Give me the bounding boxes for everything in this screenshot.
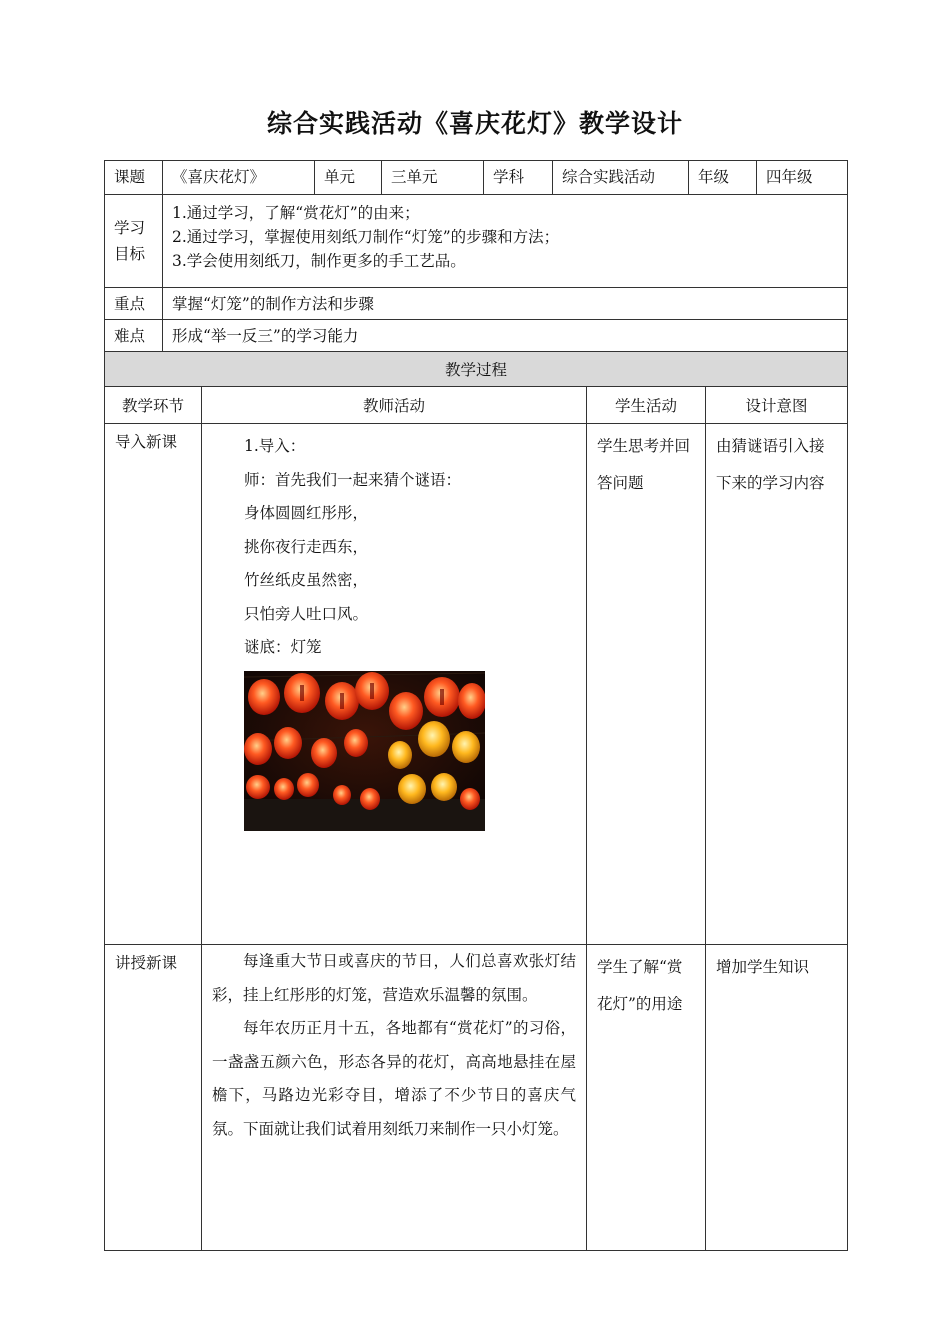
teacher-paragraph: 每逢重大节日或喜庆的节日，人们总喜欢张灯结彩，挂上红彤彤的灯笼，营造欢乐温馨的氛围。 [212, 952, 576, 1004]
stage-cell: 讲授新课 [105, 945, 202, 1251]
unit-value: 三单元 [382, 161, 484, 195]
teacher-line: 竹丝纸皮虽然密， [244, 571, 369, 589]
goals-label-line-2: 目标 [114, 245, 146, 263]
goals-list [163, 195, 848, 288]
column-header-stage: 教学环节 [105, 387, 202, 424]
key-point-label: 重点 [105, 288, 163, 320]
table-row [105, 945, 848, 1251]
table-row [105, 424, 848, 945]
teaching-process-table [104, 351, 848, 1251]
column-header-student: 学生活动 [587, 387, 706, 424]
goals-label-line-1: 学习 [114, 219, 146, 237]
teacher-line: 身体圆圆红彤彤， [244, 504, 369, 522]
teacher-line: 师：首先我们一起来猜个谜语： [244, 470, 462, 489]
design-intent-cell: 由猜谜语引入接下来的学习内容 [706, 424, 848, 945]
student-activity-cell: 学生思考并回答问题 [587, 424, 706, 945]
difficulty-value: 形成“举一反三”的学习能力 [163, 320, 848, 352]
teacher-activity-cell [202, 945, 587, 1251]
design-intent-cell: 增加学生知识 [706, 945, 848, 1251]
grade-value: 四年级 [757, 161, 848, 195]
teacher-activity-cell [202, 424, 587, 945]
stage-cell: 导入新课 [105, 424, 202, 945]
teacher-line: 只怕旁人吐口风。 [244, 604, 369, 623]
column-header-teacher: 教师活动 [202, 387, 587, 424]
subject-label: 学科 [484, 161, 553, 195]
grade-label: 年级 [689, 161, 757, 195]
student-activity-cell: 学生了解“赏花灯”的用途 [587, 945, 706, 1251]
topic-value: 《喜庆花灯》 [163, 161, 315, 195]
page-title: 综合实践活动《喜庆花灯》教学设计 [266, 109, 683, 138]
teacher-paragraph: 每年农历正月十五，各地都有“赏花灯”的习俗，一盏盏五颜六色，形态各异的花灯，高高地悬挂在屋檐下，马路边光彩夺目，增添了不少节日的喜庆气氛。下面就让我们试着用刻纸刀来制作一只小灯笼。 [212, 1019, 576, 1138]
subject-value: 综合实践活动 [553, 161, 689, 195]
lesson-info-table [104, 160, 848, 352]
topic-label: 课题 [105, 161, 163, 195]
teacher-line: 挑你夜行走西东， [244, 537, 369, 556]
goal-item: 3.学会使用刻纸刀，制作更多的手工艺品。 [172, 252, 466, 270]
column-header-intent: 设计意图 [706, 387, 848, 424]
key-point-value: 掌握“灯笼”的制作方法和步骤 [163, 288, 848, 320]
goal-item: 2.通过学习，掌握使用刻纸刀制作“灯笼”的步骤和方法； [172, 228, 560, 246]
process-header: 教学过程 [105, 352, 848, 387]
goals-label [105, 195, 163, 288]
unit-label: 单元 [315, 161, 382, 195]
difficulty-label: 难点 [105, 320, 163, 352]
lantern-photo [244, 671, 485, 831]
teacher-line: 谜底：灯笼 [244, 638, 322, 656]
teacher-line: 1.导入： [244, 437, 306, 455]
goal-item: 1.通过学习，了解“赏花灯”的由来； [172, 204, 420, 222]
